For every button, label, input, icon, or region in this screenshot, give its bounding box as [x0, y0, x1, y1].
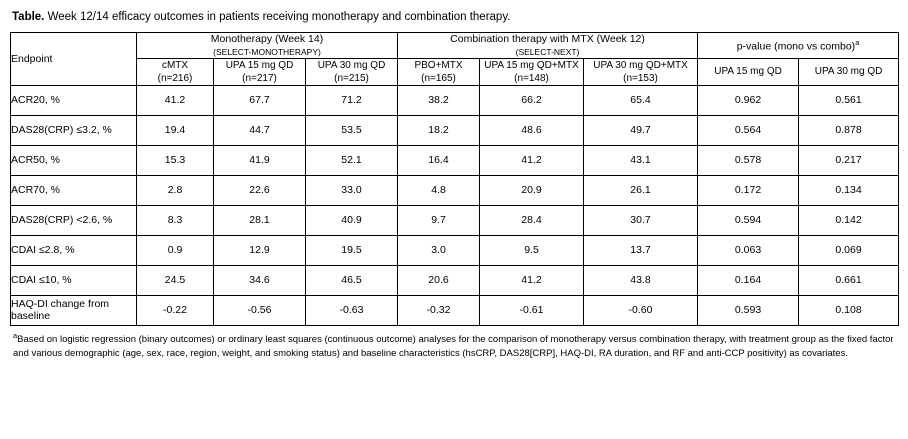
row-value: 8.3: [137, 205, 214, 235]
row-value: 0.217: [799, 145, 899, 175]
row-value: 9.5: [480, 235, 584, 265]
row-value: 12.9: [214, 235, 306, 265]
table-caption: [12, 10, 898, 25]
caption-text: Week 12/14 efficacy outcomes in patients receiving monotherapy and combination therapy.: [44, 11, 511, 23]
row-value: 15.3: [137, 145, 214, 175]
row-value: -0.61: [480, 295, 584, 325]
header-col-cmtx-label: cMTX: [161, 59, 189, 71]
row-value: 0.564: [698, 115, 799, 145]
footnote-text: Based on logistic regression (binary outcomes) or ordinary least squares (continuous outcome) analyses for the comparison of monotherapy versus combination therapy, with treatment group as the fixed factor and various demographic (age, sex, race, region, weight, and smoking status) and baseline characteristics (hsCRP, DAS28[CRP], HAQ-DI, RA duration, and RF and anti-CCP positivity) as covariates.: [13, 333, 894, 359]
table-row: [11, 295, 899, 325]
row-value: 13.7: [584, 235, 698, 265]
row-value: 67.7: [214, 85, 306, 115]
row-value: 19.5: [306, 235, 398, 265]
header-col-upa15-mtx: [480, 58, 584, 85]
row-value: 28.4: [480, 205, 584, 235]
row-value: 71.2: [306, 85, 398, 115]
row-value: 30.7: [584, 205, 698, 235]
row-value: 4.8: [398, 175, 480, 205]
row-value: 0.142: [799, 205, 899, 235]
row-value: -0.60: [584, 295, 698, 325]
row-value: 19.4: [137, 115, 214, 145]
header-group-combination-title: Combination therapy with MTX (Week 12): [450, 32, 645, 45]
header-group-monotherapy-title: Monotherapy (Week 14): [210, 32, 324, 45]
header-col-upa30-mtx-n: (n=153): [623, 72, 658, 84]
row-value: 65.4: [584, 85, 698, 115]
header-col-upa30-mono-label: UPA 30 mg QD: [317, 59, 386, 71]
row-value: -0.63: [306, 295, 398, 325]
efficacy-outcomes-table: [10, 32, 899, 326]
row-value: 24.5: [137, 265, 214, 295]
row-value: 0.593: [698, 295, 799, 325]
row-value: 28.1: [214, 205, 306, 235]
table-row: [11, 145, 899, 175]
row-value: 0.578: [698, 145, 799, 175]
row-value: 44.7: [214, 115, 306, 145]
header-col-upa15-mtx-label: UPA 15 mg QD+MTX: [484, 59, 579, 71]
row-value: 53.5: [306, 115, 398, 145]
row-endpoint: ACR70, %: [11, 175, 137, 205]
row-value: 20.9: [480, 175, 584, 205]
header-col-pbo-mtx: [398, 58, 480, 85]
header-col-upa15-mono-label: UPA 15 mg QD: [225, 59, 294, 71]
row-value: 0.561: [799, 85, 899, 115]
header-col-upa30-mono: [306, 58, 398, 85]
header-group-pvalue-title: p-value (mono vs combo): [736, 40, 856, 52]
row-value: 0.172: [698, 175, 799, 205]
row-value: 66.2: [480, 85, 584, 115]
row-endpoint: DAS28(CRP) ≤3.2, %: [11, 115, 137, 145]
header-col-pbo-mtx-n: (n=165): [421, 72, 456, 84]
row-value: 26.1: [584, 175, 698, 205]
row-value: 41.2: [137, 85, 214, 115]
row-value: -0.32: [398, 295, 480, 325]
table-group-header-row: [11, 32, 899, 58]
row-value: 41.2: [480, 145, 584, 175]
table-row: [11, 175, 899, 205]
row-value: 0.063: [698, 235, 799, 265]
row-value: 43.8: [584, 265, 698, 295]
header-col-pvalue-upa15-label: UPA 15 mg QD: [714, 66, 782, 78]
row-value: 33.0: [306, 175, 398, 205]
caption-label: Table.: [12, 11, 45, 23]
header-col-pvalue-upa30-label: UPA 30 mg QD: [814, 66, 883, 78]
row-value: 9.7: [398, 205, 480, 235]
row-endpoint: CDAI ≤2.8, %: [11, 235, 137, 265]
row-value: 3.0: [398, 235, 480, 265]
footnote-marker: a: [13, 330, 18, 340]
row-value: 43.1: [584, 145, 698, 175]
header-col-upa15-mtx-n: (n=148): [514, 72, 549, 84]
row-value: 52.1: [306, 145, 398, 175]
table-footnote: [10, 331, 898, 361]
row-value: 49.7: [584, 115, 698, 145]
row-value: -0.22: [137, 295, 214, 325]
header-group-monotherapy-subtitle: (SELECT-MONOTHERAPY): [213, 47, 321, 58]
header-col-pvalue-upa15: [698, 58, 799, 85]
row-value: 0.069: [799, 235, 899, 265]
row-value: 41.2: [480, 265, 584, 295]
row-value: 0.962: [698, 85, 799, 115]
header-group-monotherapy: [137, 32, 398, 58]
row-value: 0.9: [137, 235, 214, 265]
header-col-pbo-mtx-label: PBO+MTX: [414, 59, 463, 71]
header-col-upa30-mtx: [584, 58, 698, 85]
header-col-cmtx-n: (n=216): [157, 72, 193, 84]
table-column-header-row: [11, 58, 899, 85]
row-value: 38.2: [398, 85, 480, 115]
row-endpoint: ACR50, %: [11, 145, 137, 175]
header-col-upa30-mono-n: (n=215): [334, 72, 369, 84]
row-value: 41.9: [214, 145, 306, 175]
header-col-pvalue-upa30: [799, 58, 899, 85]
row-value: 18.2: [398, 115, 480, 145]
table-row: [11, 265, 899, 295]
row-value: 0.878: [799, 115, 899, 145]
row-endpoint: ACR20, %: [11, 85, 137, 115]
row-value: -0.56: [214, 295, 306, 325]
header-group-combination: [398, 32, 698, 58]
row-endpoint: CDAI ≤10, %: [11, 265, 137, 295]
row-value: 0.108: [799, 295, 899, 325]
row-value: 40.9: [306, 205, 398, 235]
row-value: 0.164: [698, 265, 799, 295]
row-value: 16.4: [398, 145, 480, 175]
header-group-combination-subtitle: (SELECT-NEXT): [515, 47, 580, 58]
row-value: 0.594: [698, 205, 799, 235]
table-row: [11, 205, 899, 235]
row-value: 22.6: [214, 175, 306, 205]
row-value: 46.5: [306, 265, 398, 295]
header-endpoint: Endpoint: [11, 32, 137, 85]
row-value: 2.8: [137, 175, 214, 205]
header-col-upa15-mono: [214, 58, 306, 85]
table-row: [11, 235, 899, 265]
header-group-pvalue-footnote-marker: a: [855, 37, 860, 47]
table-row: [11, 85, 899, 115]
table-row: [11, 115, 899, 145]
row-value: 48.6: [480, 115, 584, 145]
header-col-upa30-mtx-label: UPA 30 mg QD+MTX: [593, 59, 688, 71]
row-value: 34.6: [214, 265, 306, 295]
row-value: 20.6: [398, 265, 480, 295]
row-endpoint: HAQ-DI change from baseline: [11, 295, 137, 325]
header-group-pvalue: [698, 32, 899, 58]
row-value: 0.134: [799, 175, 899, 205]
row-endpoint: DAS28(CRP) <2.6, %: [11, 205, 137, 235]
header-col-upa15-mono-n: (n=217): [242, 72, 277, 84]
row-value: 0.661: [799, 265, 899, 295]
header-col-cmtx: [137, 58, 214, 85]
